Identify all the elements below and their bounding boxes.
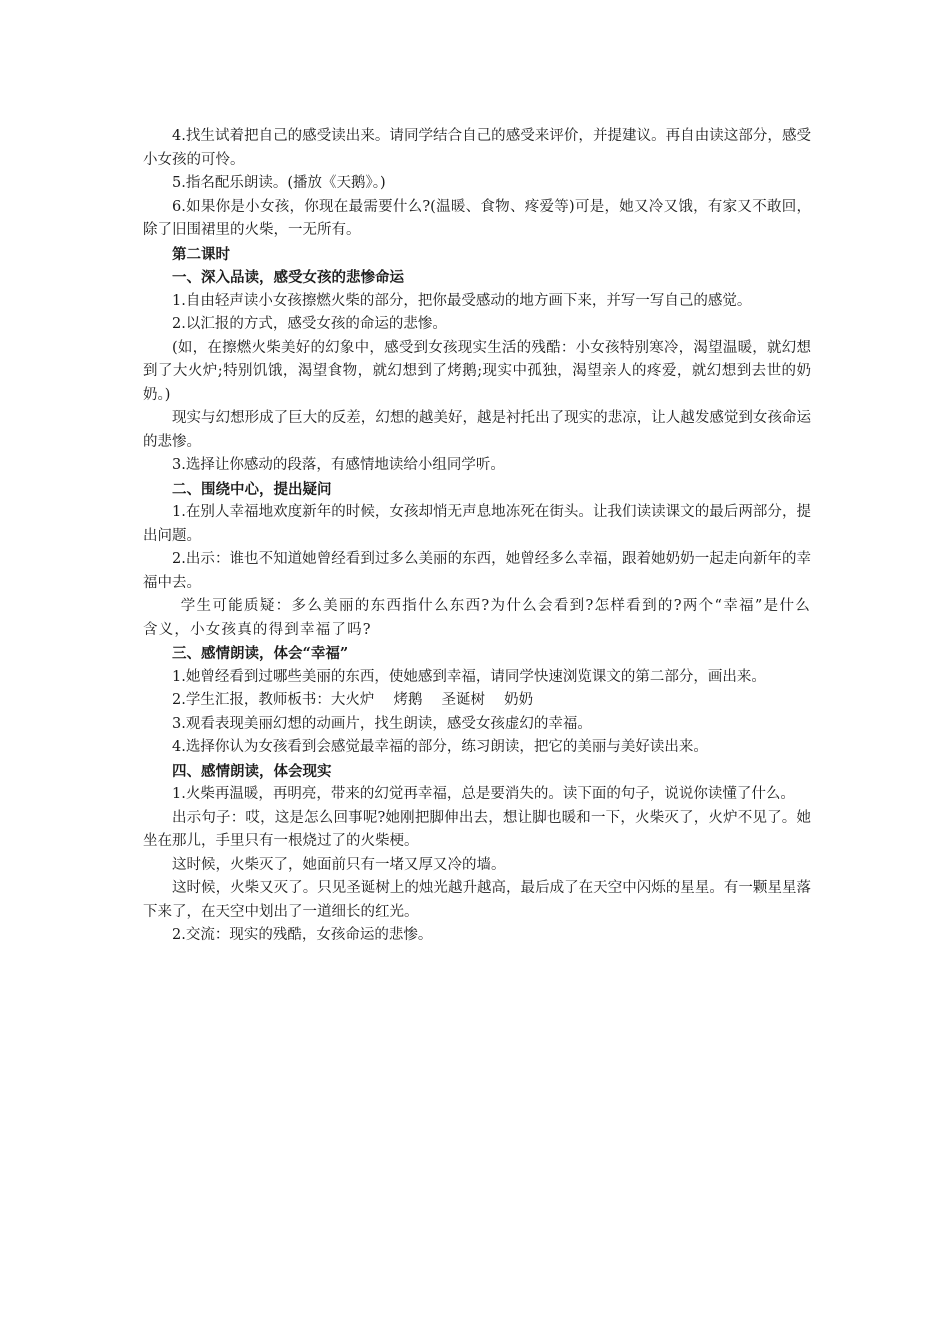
paragraph-s4-quote-1: 出示句子：哎，这是怎么回事呢?她刚把脚伸出去，想让脚也暖和一下，火柴灭了，火炉不见了。她坐在那儿，手里只有一根烧过了的火柴梗。 xyxy=(143,809,811,849)
paragraph-s3-step-4: 4.选择你认为女孩看到会感觉最幸福的部分，练习朗读，把它的美丽与美好读出来。 xyxy=(172,739,708,755)
paragraph-s4-step-1: 1.火柴再温暖，再明亮，带来的幻觉再幸福，总是要消失的。读下面的句子，说说你读懂了什么。 xyxy=(172,786,795,802)
heading-section-3: 三、感情朗读，体会“幸福” xyxy=(172,645,349,662)
paragraph-s2-step-1: 1.在别人幸福地欢度新年的时候，女孩却悄无声息地冻死在街头。让我们读读课文的最后两部分，提出问题。 xyxy=(143,504,811,544)
paragraph-s4-step-2: 2.交流：现实的残酷，女孩命运的悲惨。 xyxy=(172,927,433,943)
paragraph-s1-step-2: 2.以汇报的方式，感受女孩的命运的悲惨。 xyxy=(172,316,447,332)
heading-section-1: 一、深入品读，感受女孩的悲惨命运 xyxy=(172,269,404,286)
paragraph-s1-step-1: 1.自由轻声读小女孩擦燃火柴的部分，把你最受感动的地方画下来，并写一写自己的感觉。 xyxy=(172,292,752,309)
paragraph-s4-quote-3: 这时候，火柴又灭了。只见圣诞树上的烛光越升越高，最后成了在天空中闪烁的星星。有一颗星星落下来了，在天空中划出了一道细长的红光。 xyxy=(143,880,811,920)
paragraph-s1-step-3: 3.选择让你感动的段落，有感情地读给小组同学听。 xyxy=(172,457,505,473)
paragraph-s3-step-3: 3.观看表现美丽幻想的动画片，找生朗读，感受女孩虚幻的幸福。 xyxy=(172,715,592,732)
heading-second-lesson: 第二课时 xyxy=(172,245,230,263)
paragraph-s4-quote-2: 这时候，火柴灭了，她面前只有一堵又厚又冷的墙。 xyxy=(172,856,506,873)
paragraph-s2-questions: 学生可能质疑：多么美丽的东西指什么东西?为什么会看到?怎样看到的?两个“幸福”是什么含义，小女孩真的得到幸福了吗? xyxy=(143,598,811,638)
paragraph-s3-step-1: 1.她曾经看到过哪些美丽的东西，使她感到幸福，请同学快速浏览课文的第二部分，画出来。 xyxy=(172,668,766,685)
heading-section-2: 二、围绕中心，提出疑问 xyxy=(172,480,332,498)
paragraph-s1-example: (如，在擦燃火柴美好的幻象中，感受到女孩现实生活的残酷：小女孩特别寒冷，渴望温暖，就幻想到了大火炉;特别饥饿，渴望食物，就幻想到了烤鹅;现实中孤独，渴望亲人的疼爱，就幻想到去世的奶奶。) xyxy=(143,339,811,403)
paragraph-s1-summary: 现实与幻想形成了巨大的反差，幻想的越美好，越是衬托出了现实的悲凉，让人越发感觉到女孩命运的悲惨。 xyxy=(143,410,811,450)
heading-section-4: 四、感情朗读，体会现实 xyxy=(172,762,332,780)
paragraph-s2-step-2: 2.出示：谁也不知道她曾经看到过多么美丽的东西，她曾经多么幸福，跟着她奶奶一起走向新年的幸福中去。 xyxy=(143,551,811,591)
paragraph-step-5: 5.指名配乐朗读。(播放《天鹅》。) xyxy=(172,175,386,191)
paragraph-step-4: 4.找生试着把自己的感受读出来。请同学结合自己的感受来评价，并提建议。再自由读这部分，感受小女孩的可怜。 xyxy=(143,128,811,168)
paragraph-s3-step-2: 2.学生汇报，教师板书：大火炉 烤鹅 圣诞树 奶奶 xyxy=(172,692,534,708)
document-body xyxy=(143,125,811,948)
paragraph-step-6: 6.如果你是小女孩，你现在最需要什么?(温暖、食物、疼爱等)可是，她又冷又饿，有家又不敢回，除了旧围裙里的火柴，一无所有。 xyxy=(143,198,811,238)
